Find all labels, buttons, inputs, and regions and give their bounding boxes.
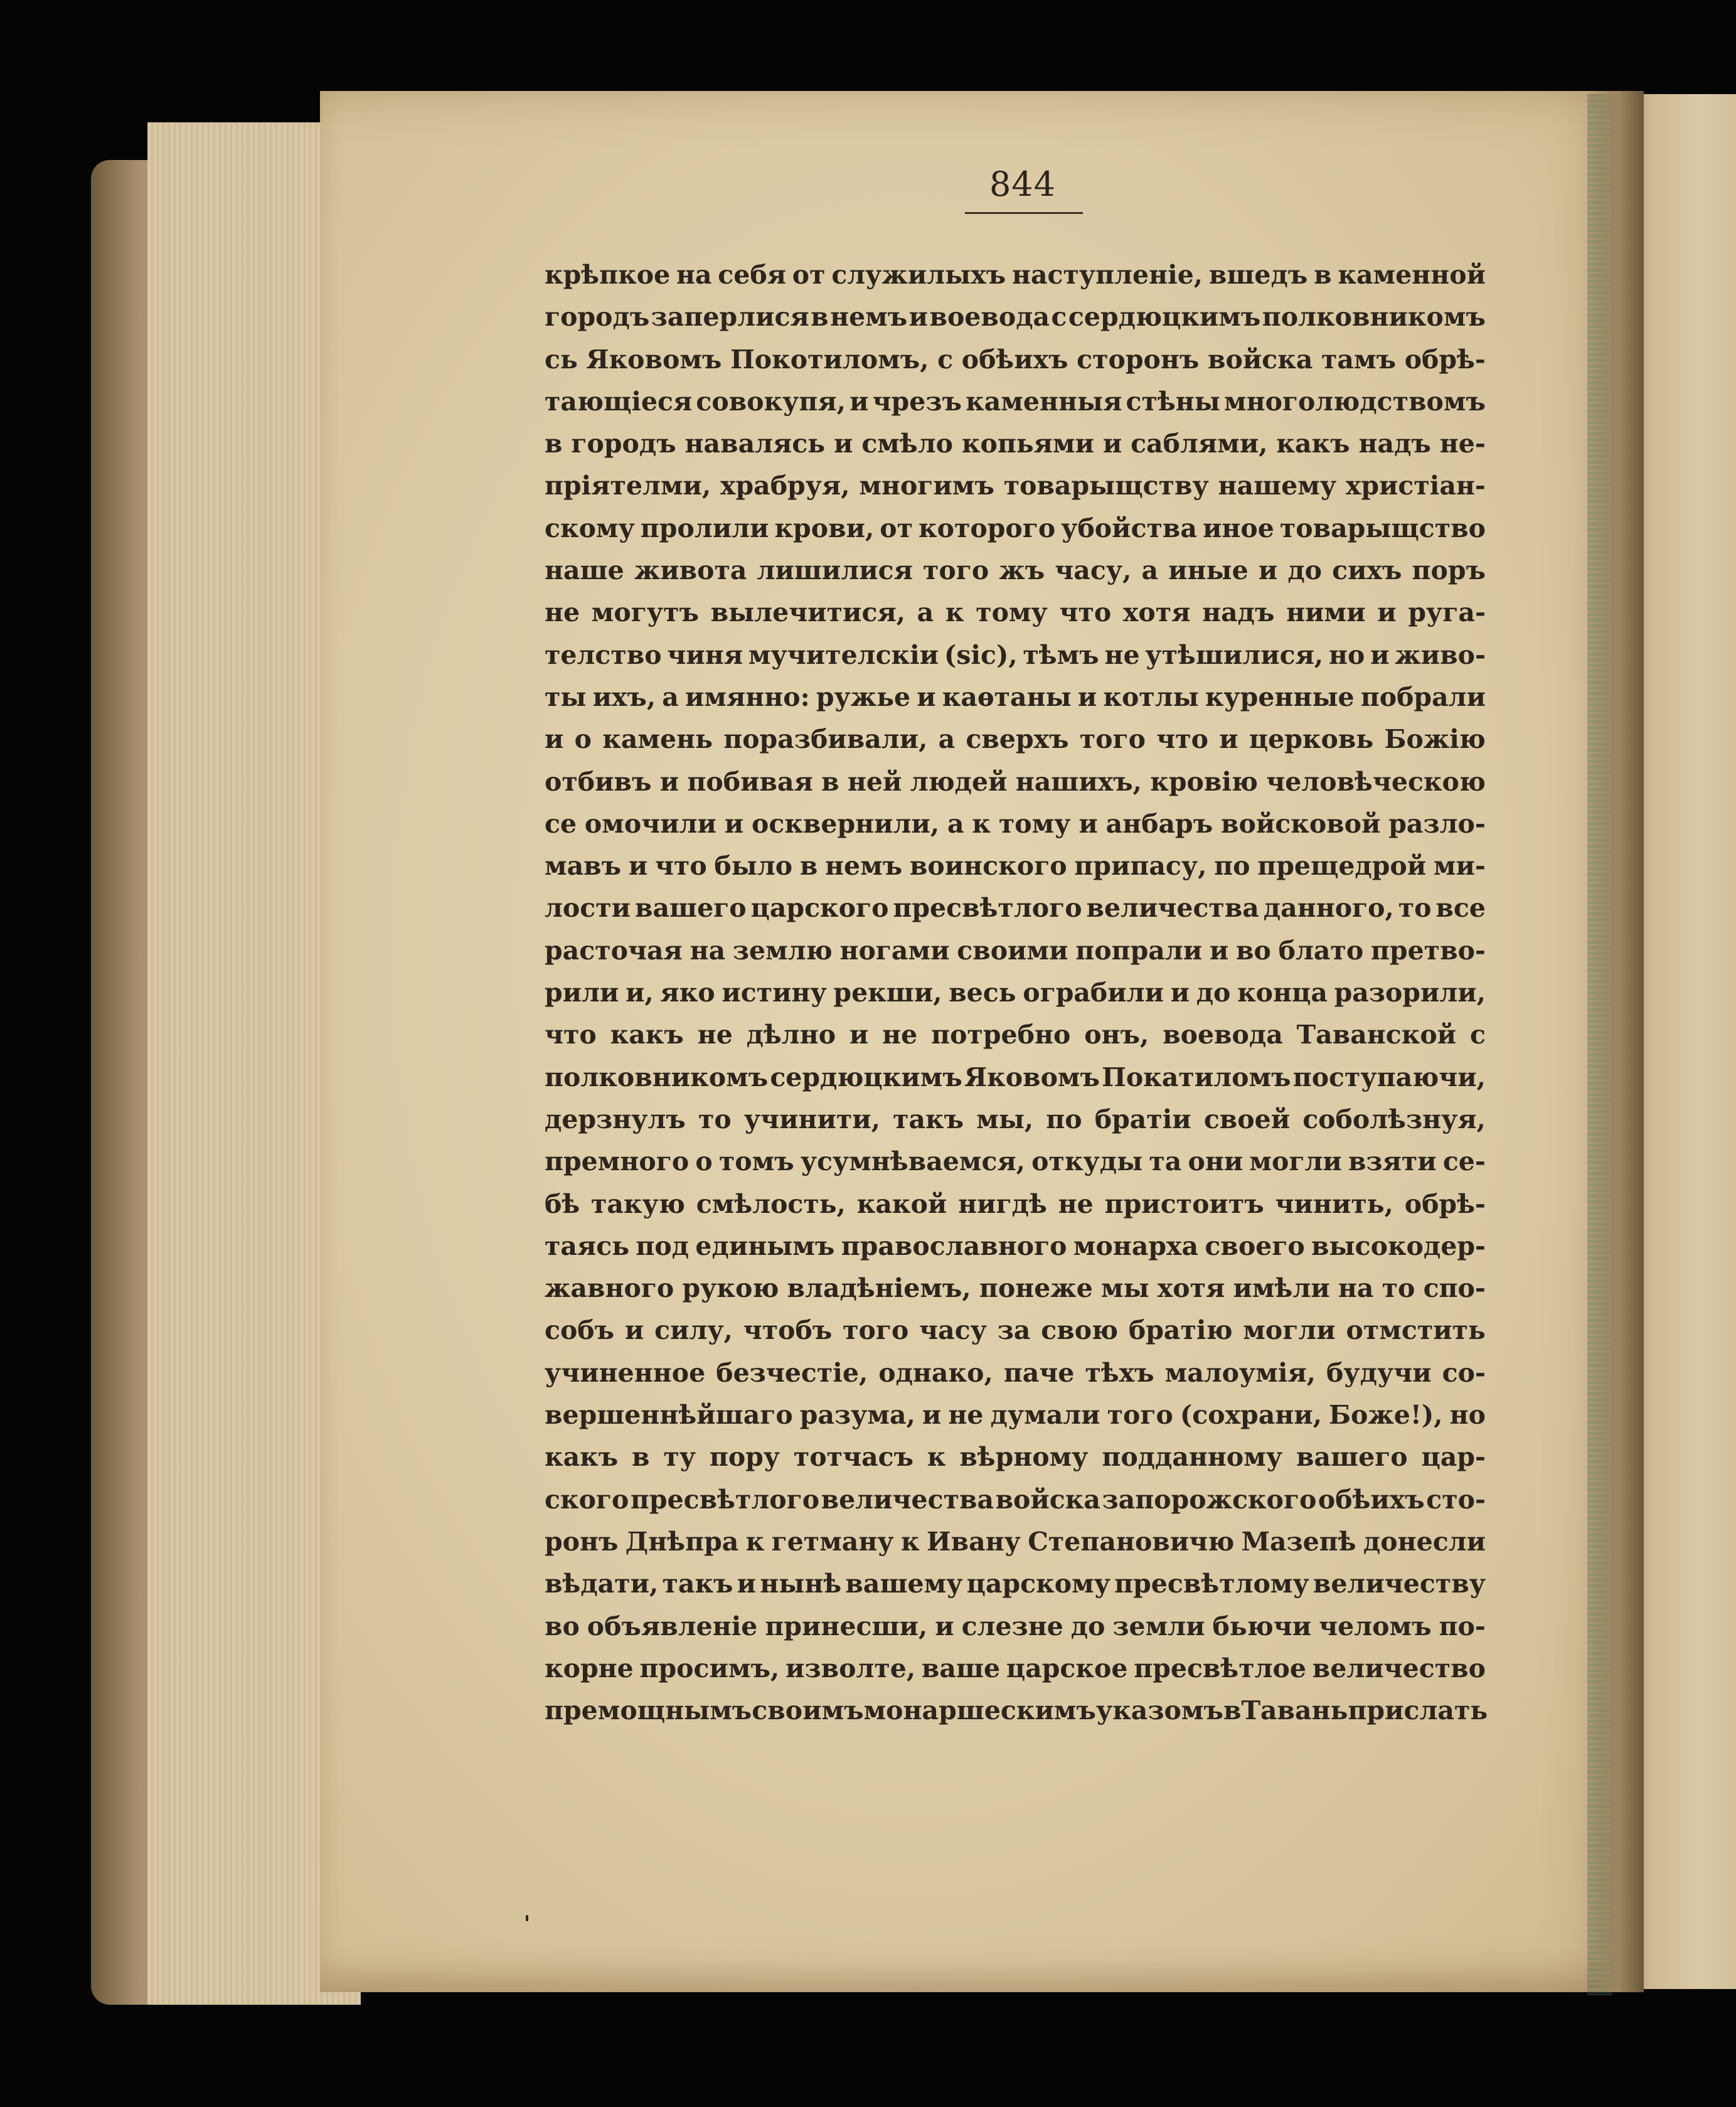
text-line: се омочили и осквернили, а к тому и анбаръ войсковой разло- xyxy=(545,808,1486,839)
text-line: тающіеся совокупя, и чрезъ каменныя стѣны многолюдствомъ xyxy=(545,386,1486,417)
text-line: сь Яковомъ Покотиломъ, с обѣихъ сторонъ войска тамъ обрѣ- xyxy=(545,344,1486,375)
text-line: городъ заперлися в немъ и воевода с сердюцкимъ полковникомъ xyxy=(545,302,1486,333)
text-line: вершеннѣйшаго разума, и не думали того (сохрани, Боже!), но xyxy=(545,1400,1486,1431)
text-line: расточая на землю ногами своими попрали и во блато претво- xyxy=(545,935,1486,966)
text-line: во объявленіе принесши, и слезне до земли бьючи челомъ по- xyxy=(545,1611,1486,1641)
text-line: жавного рукою владѣніемъ, понеже мы хотя имѣли на то спо- xyxy=(545,1273,1486,1304)
text-line: рили и, яко истину рекши, весь ограбили и до конца разорили, xyxy=(545,978,1486,1008)
text-line: не могутъ вылечитися, а к тому что хотя надъ ними и руга- xyxy=(545,597,1486,628)
body-text xyxy=(545,254,1486,1732)
text-line: бѣ такую смѣлость, какой нигдѣ не пристоитъ чинить, обрѣ- xyxy=(545,1188,1486,1219)
text-line: ского пресвѣтлого величества войска запорожского обѣихъ сто- xyxy=(545,1484,1486,1515)
text-line: что какъ не дѣлно и не потребно онъ, воевода Таванской с xyxy=(545,1020,1486,1050)
text-line: и о камень поразбивали, а сверхъ того что и церковь Божію xyxy=(545,724,1486,755)
text-line: ты ихъ, а имянно: ружье и каѳтаны и котлы куренные побрали xyxy=(545,681,1486,712)
text-line: лости вашего царского пресвѣтлого величества данного, то все xyxy=(545,893,1486,924)
text-line: какъ в ту пору тотчасъ к вѣрному подданному вашего цар- xyxy=(545,1442,1486,1473)
text-line: таясь под единымъ православного монарха своего высокодер- xyxy=(545,1230,1486,1261)
text-line: наше живота лишилися того жъ часу, а иные и до сихъ поръ xyxy=(545,555,1486,586)
text-line: собъ и силу, чтобъ того часу за свою братію могли отмстить xyxy=(545,1315,1486,1346)
text-line: пріятелми, храбруя, многимъ товарыщству нашему христіан- xyxy=(545,471,1486,501)
text-line: ронъ Днѣпра к гетману к Ивану Степановичю Мазепѣ донесли xyxy=(545,1526,1486,1557)
page-number: 844 xyxy=(989,164,1057,204)
text-line: мавъ и что было в немъ воинского припасу, по прещедрой ми- xyxy=(545,851,1486,882)
text-line: полковникомъ сердюцкимъ Яковомъ Покатиломъ поступаючи, xyxy=(545,1062,1486,1092)
text-line: отбивъ и побивая в ней людей нашихъ, кровію человѣческою xyxy=(545,766,1486,797)
text-line: телство чиня мучителскіи (sic), тѣмъ не утѣшилися, но и живо- xyxy=(545,639,1486,670)
text-line: учиненное безчестіе, однако, паче тѣхъ малоумія, будучи со- xyxy=(545,1357,1486,1388)
text-line: в городъ навалясь и смѣло копьями и саблями, какъ надъ не- xyxy=(545,429,1486,459)
page-number-rule xyxy=(965,212,1083,214)
text-line: премного о томъ усумнѣваемся, откуды та они могли взяти се- xyxy=(545,1146,1486,1177)
text-line: крѣпкое на себя от служилыхъ наступленіе, вшедъ в каменной xyxy=(545,260,1486,290)
page-gutter-shadow xyxy=(1587,91,1644,1992)
text-line: дерзнулъ то учинити, такъ мы, по братіи своей соболѣзнуя, xyxy=(545,1104,1486,1134)
text-line: корне просимъ, изволте, ваше царское пресвѣтлое величество xyxy=(545,1653,1486,1683)
text-line: премощнымъ своимъ монаршескимъ указомъ в Тавань прислать xyxy=(545,1695,1488,1726)
text-line: вѣдати, такъ и нынѣ вашему царскому пресвѣтлому величеству xyxy=(545,1569,1486,1599)
text-line: скому пролили крови, от которого убойства иное товарыщство xyxy=(545,513,1486,543)
ink-speck xyxy=(526,1915,528,1921)
